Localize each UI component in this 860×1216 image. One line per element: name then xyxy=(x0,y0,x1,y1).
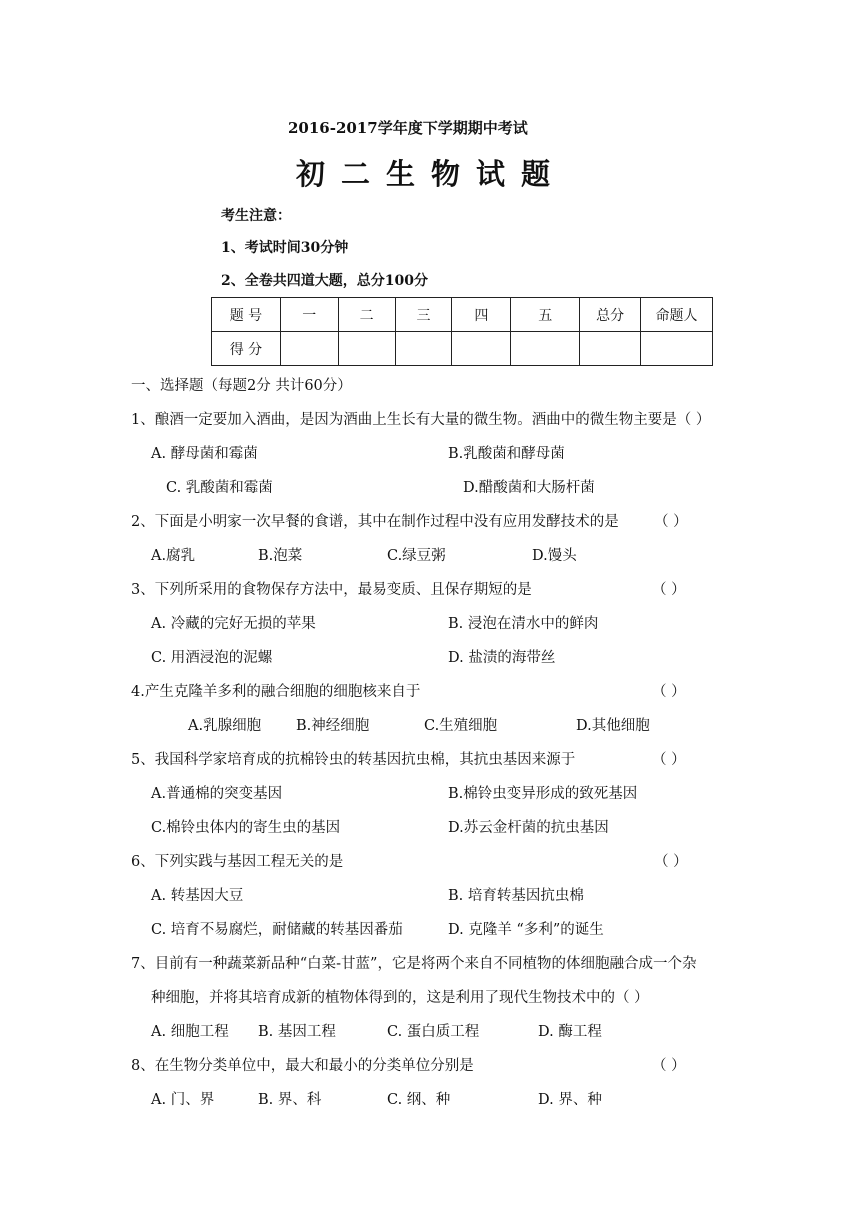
answer-paren: （ ） xyxy=(654,854,688,870)
option: D. 盐渍的海带丝 xyxy=(448,650,556,666)
notice-item: 2、全卷共四道大题，总分100分 xyxy=(221,273,428,289)
option: D.醋酸菌和大肠杆菌 xyxy=(463,480,595,496)
answer-paren: （ ） xyxy=(652,1058,686,1074)
score-table-header: 三 xyxy=(395,298,452,332)
option: D. 界、种 xyxy=(538,1092,602,1108)
question-text: 8、在生物分类单位中，最大和最小的分类单位分别是 xyxy=(131,1058,474,1074)
option: D. 克隆羊 “多利”的诞生 xyxy=(448,922,604,938)
score-cell[interactable] xyxy=(280,332,338,366)
score-table xyxy=(211,297,713,366)
option: B.棉铃虫变异形成的致死基因 xyxy=(448,786,638,802)
score-cell[interactable] xyxy=(511,332,580,366)
option: C. 培育不易腐烂，耐储藏的转基因番茄 xyxy=(151,922,403,938)
answer-paren: （ ） xyxy=(654,514,688,530)
answer-paren: （ ） xyxy=(652,684,686,700)
option: B. 培育转基因抗虫棉 xyxy=(448,888,584,904)
score-cell[interactable] xyxy=(452,332,511,366)
option: C. 用酒浸泡的泥螺 xyxy=(151,650,273,666)
option: B. 基因工程 xyxy=(258,1024,336,1040)
score-cell[interactable] xyxy=(338,332,395,366)
score-table-header: 命题人 xyxy=(641,298,713,332)
question-text: 6、下列实践与基因工程无关的是 xyxy=(131,854,344,870)
option: C.生殖细胞 xyxy=(424,718,498,734)
question-text: 2、下面是小明家一次早餐的食谱，其中在制作过程中没有应用发酵技术的是 xyxy=(131,514,619,530)
score-table-header: 题 号 xyxy=(212,298,281,332)
question-text: 4.产生克隆羊多利的融合细胞的细胞核来自于 xyxy=(131,684,421,700)
option: A. 细胞工程 xyxy=(151,1024,229,1040)
score-table-header: 二 xyxy=(338,298,395,332)
option: A. 转基因大豆 xyxy=(151,888,244,904)
option: C. 纲、种 xyxy=(387,1092,451,1108)
score-row-label: 得 分 xyxy=(212,332,281,366)
option: A. 酵母菌和霉菌 xyxy=(151,446,258,462)
score-table-header: 一 xyxy=(280,298,338,332)
notice-heading: 考生注意： xyxy=(221,208,291,224)
score-table-score-row xyxy=(212,332,713,366)
option: B.神经细胞 xyxy=(296,718,370,734)
score-table-header: 五 xyxy=(511,298,580,332)
question-text: 3、下列所采用的食物保存方法中，最易变质、且保存期短的是 xyxy=(131,582,532,598)
option: C.棉铃虫体内的寄生虫的基因 xyxy=(151,820,341,836)
option: A.乳腺细胞 xyxy=(188,718,262,734)
answer-paren: （ ） xyxy=(652,582,686,598)
question-text: 5、我国科学家培育成的抗棉铃虫的转基因抗虫棉，其抗虫基因来源于 xyxy=(131,752,576,768)
question-text: 1、酿酒一定要加入酒曲，是因为酒曲上生长有大量的微生物。酒曲中的微生物主要是（ ） xyxy=(131,412,711,428)
option: A. 冷藏的完好无损的苹果 xyxy=(151,616,316,632)
option: C. 蛋白质工程 xyxy=(387,1024,480,1040)
score-cell[interactable] xyxy=(580,332,641,366)
option: B. 界、科 xyxy=(258,1092,322,1108)
option: A.腐乳 xyxy=(151,548,196,564)
option: D.苏云金杆菌的抗虫基因 xyxy=(448,820,609,836)
option: D. 酶工程 xyxy=(538,1024,602,1040)
notice-item: 1、考试时间30分钟 xyxy=(221,240,349,256)
exam-subtitle: 2016-2017学年度下学期期中考试 xyxy=(288,119,528,137)
option: B. 浸泡在清水中的鲜肉 xyxy=(448,616,599,632)
option: A.普通棉的突变基因 xyxy=(151,786,283,802)
score-table-header: 总分 xyxy=(580,298,641,332)
option: C.绿豆粥 xyxy=(387,548,446,564)
option: D.馒头 xyxy=(532,548,577,564)
score-table-header-row xyxy=(212,298,713,332)
page-title: 初二生物试题 xyxy=(296,157,567,191)
option: C. 乳酸菌和霉菌 xyxy=(166,480,273,496)
option: D.其他细胞 xyxy=(576,718,650,734)
section-heading: 一、选择题（每题2分 共计60分） xyxy=(131,378,352,394)
score-cell[interactable] xyxy=(395,332,452,366)
answer-paren: （ ） xyxy=(652,752,686,768)
option: B.泡菜 xyxy=(258,548,303,564)
question-text: 种细胞，并将其培育成新的植物体得到的，这是利用了现代生物技术中的（ ） xyxy=(151,990,649,1006)
option: A. 门、界 xyxy=(151,1092,215,1108)
option: B.乳酸菌和酵母菌 xyxy=(448,446,565,462)
score-cell[interactable] xyxy=(641,332,713,366)
question-text: 7、目前有一种蔬菜新品种“白菜-甘蓝”，它是将两个来自不同植物的体细胞融合成一个杂 xyxy=(131,956,697,972)
score-table-header: 四 xyxy=(452,298,511,332)
